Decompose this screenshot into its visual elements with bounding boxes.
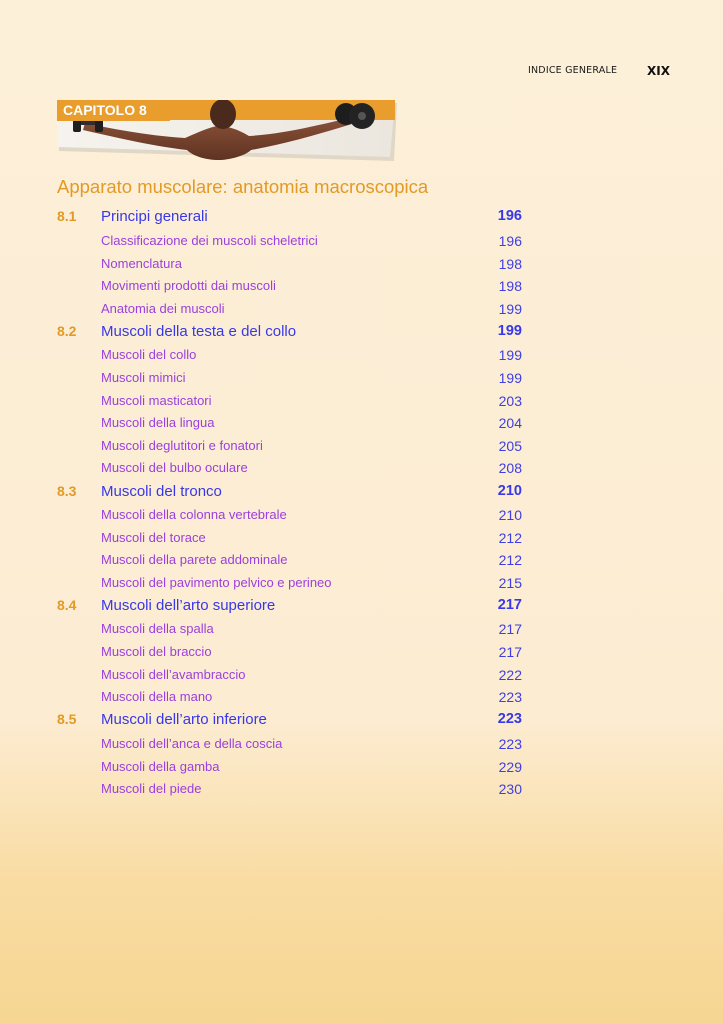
- toc-entry-row[interactable]: [0, 278, 723, 298]
- section-title: Muscoli del tronco: [101, 483, 222, 500]
- page-reference: 208: [498, 460, 522, 476]
- page-reference: 230: [498, 781, 522, 797]
- page-reference: 222: [498, 667, 522, 683]
- toc-section-row[interactable]: [0, 323, 723, 343]
- entry-title: Anatomia dei muscoli: [101, 301, 225, 316]
- toc-entry-row[interactable]: [0, 530, 723, 550]
- page-reference: 210: [498, 507, 522, 523]
- entry-title: Movimenti prodotti dai muscoli: [101, 278, 276, 293]
- entry-title: Muscoli dell’anca e della coscia: [101, 736, 283, 751]
- page-reference: 199: [498, 347, 522, 363]
- page-reference: 217: [498, 621, 522, 637]
- entry-title: Muscoli della mano: [101, 689, 213, 704]
- page-reference: 203: [498, 393, 522, 409]
- page-reference: 198: [498, 256, 522, 272]
- toc-entry-row[interactable]: [0, 460, 723, 480]
- entry-title: Nomenclatura: [101, 256, 182, 271]
- section-title: Muscoli della testa e del collo: [101, 323, 297, 340]
- entry-title: Muscoli mimici: [101, 370, 186, 385]
- page-reference: 229: [498, 759, 522, 775]
- toc-entry-row[interactable]: [0, 575, 723, 595]
- running-head-title: INDICE GENERALE: [528, 65, 618, 76]
- toc-entry-row[interactable]: [0, 256, 723, 276]
- entry-title: Muscoli masticatori: [101, 393, 212, 408]
- page-reference: 199: [498, 301, 522, 317]
- entry-title: Muscoli del piede: [101, 781, 202, 796]
- toc-entry-row[interactable]: [0, 552, 723, 572]
- section-title: Muscoli dell’arto superiore: [101, 597, 276, 614]
- toc-section-row[interactable]: [0, 711, 723, 731]
- entry-title: Muscoli deglutitori e fonatori: [101, 438, 263, 453]
- toc-entry-row[interactable]: [0, 644, 723, 664]
- page-reference: 210: [497, 483, 522, 499]
- entry-title: Muscoli della colonna vertebrale: [101, 507, 287, 522]
- page-reference: 198: [498, 278, 522, 294]
- toc-section-row[interactable]: [0, 208, 723, 228]
- toc-section-row[interactable]: [0, 597, 723, 617]
- toc-entry-row[interactable]: [0, 370, 723, 390]
- page-reference: 199: [498, 370, 522, 386]
- toc-entry-row[interactable]: [0, 689, 723, 709]
- page-reference: 223: [498, 689, 522, 705]
- toc-entry-row[interactable]: [0, 507, 723, 527]
- section-number: 8.5: [57, 711, 77, 727]
- entry-title: Muscoli dell’avambraccio: [101, 667, 246, 682]
- page-reference: 212: [498, 530, 522, 546]
- toc-entry-row[interactable]: [0, 759, 723, 779]
- section-number: 8.4: [57, 597, 77, 613]
- toc-entry-row[interactable]: [0, 438, 723, 458]
- page-reference: 204: [498, 415, 522, 431]
- page-reference: 223: [498, 736, 522, 752]
- toc-entry-row[interactable]: [0, 301, 723, 321]
- entry-title: Muscoli del torace: [101, 530, 206, 545]
- page-reference: 217: [498, 644, 522, 660]
- page-reference: 223: [497, 711, 522, 727]
- entry-title: Muscoli del pavimento pelvico e perineo: [101, 575, 332, 590]
- section-title: Muscoli dell’arto inferiore: [101, 711, 267, 728]
- entry-title: Muscoli del collo: [101, 347, 197, 362]
- toc-entry-row[interactable]: [0, 415, 723, 435]
- entry-title: Classificazione dei muscoli scheletrici: [101, 233, 318, 248]
- toc-entry-row[interactable]: [0, 393, 723, 413]
- page-reference: 199: [497, 323, 522, 339]
- page-reference: 205: [498, 438, 522, 454]
- entry-title: Muscoli della parete addominale: [101, 552, 288, 567]
- chapter-label: CAPITOLO 8: [57, 100, 170, 121]
- chapter-title: Apparato muscolare: anatomia macroscopica: [57, 176, 429, 197]
- entry-title: Muscoli della gamba: [101, 759, 220, 774]
- section-title: Principi generali: [101, 208, 208, 225]
- toc-entry-row[interactable]: [0, 736, 723, 756]
- page-reference: 196: [498, 233, 522, 249]
- toc-entry-row[interactable]: [0, 347, 723, 367]
- section-number: 8.3: [57, 483, 77, 499]
- section-number: 8.1: [57, 208, 77, 224]
- toc-entry-row[interactable]: [0, 233, 723, 253]
- section-number: 8.2: [57, 323, 77, 339]
- entry-title: Muscoli della spalla: [101, 621, 214, 636]
- page-reference: 217: [497, 597, 522, 613]
- entry-title: Muscoli del bulbo oculare: [101, 460, 248, 475]
- toc-entry-row[interactable]: [0, 621, 723, 641]
- page-reference: 196: [497, 208, 522, 224]
- page-reference: 212: [498, 552, 522, 568]
- entry-title: Muscoli della lingua: [101, 415, 215, 430]
- toc-entry-row[interactable]: [0, 781, 723, 801]
- page-number: XIX: [647, 64, 670, 78]
- toc-section-row[interactable]: [0, 483, 723, 503]
- page-reference: 215: [498, 575, 522, 591]
- entry-title: Muscoli del braccio: [101, 644, 212, 659]
- toc-entry-row[interactable]: [0, 667, 723, 687]
